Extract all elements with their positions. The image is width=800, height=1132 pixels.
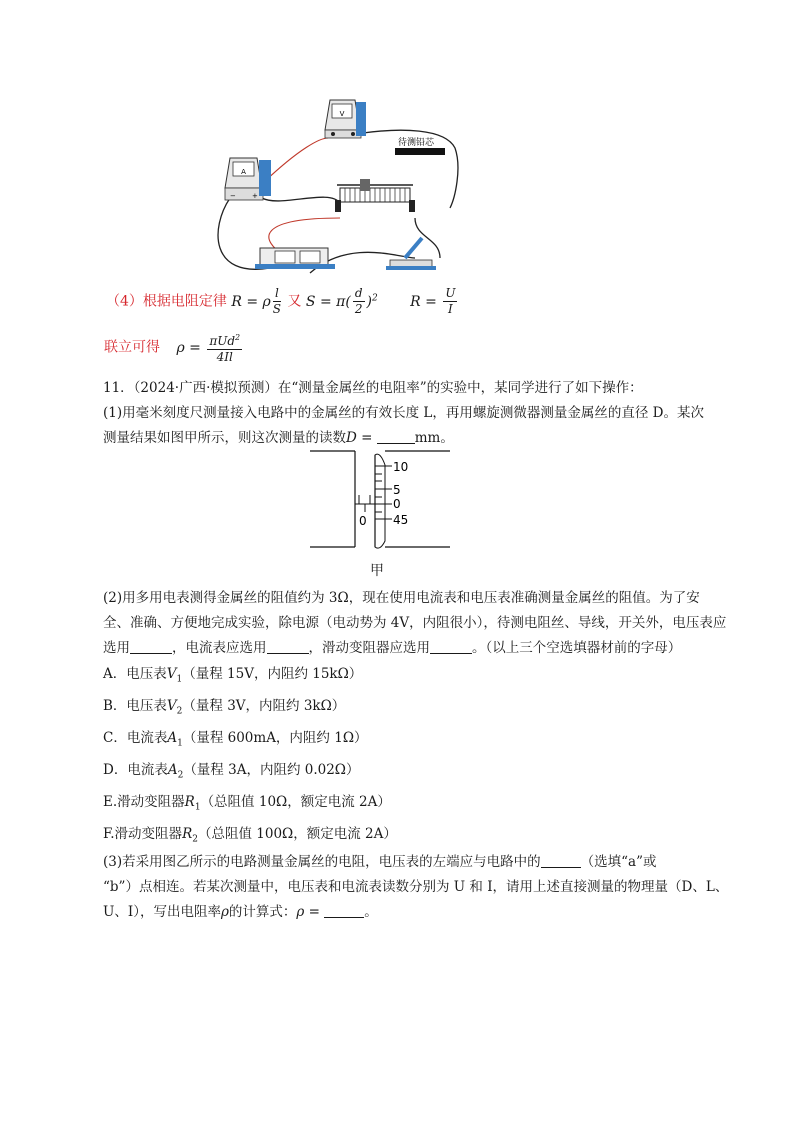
answer-blank-voltmeter: [130, 639, 172, 654]
micrometer-figure: [310, 445, 460, 555]
answer-blank-terminal: [541, 853, 581, 868]
voltmeter: [325, 100, 366, 138]
rheostat: [335, 179, 415, 212]
option-a: A．电压表$V_1$（量程 15V，内阻约 15kΩ）: [103, 666, 363, 685]
part2-line2: 全、准确、方便地完成实验，除电源（电动势为 4V，内阻很小），待测电阻丝、导线，开关外，电压表应: [103, 615, 727, 631]
sleeve-zero-label: 0: [359, 514, 367, 528]
wire-black: [415, 218, 440, 258]
part3-line2: “b”）点相连。若某次测量中，电压表和电流表读数分别为 U 和 I，请用上述直接测量的物理量（D、L、: [103, 879, 729, 895]
answer-blank-ammeter: [267, 639, 309, 654]
ammeter-label: A: [241, 168, 246, 176]
ammeter-minus: −: [230, 192, 236, 200]
part1-line1: (1)用毫米刻度尺测量接入电路中的金属丝的有效长度 L，再用螺旋测微器测量金属丝的直径 D。某次: [103, 405, 704, 421]
circuit-figure: [200, 88, 460, 284]
option-e: E.滑动变阻器$R_1$（总阻值 10Ω，额定电流 2A）: [103, 794, 391, 813]
test-wire: [395, 136, 445, 155]
part2-line3: 选用 ，电流表应选用 ，滑动变阻器应选用 。（以上三个空选填器材前的字母）: [103, 640, 682, 656]
question-number-line: 11．（2024·广西·模拟预测）在“测量金属丝的电阻率”的实验中，某同学进行了如下操作：: [103, 380, 643, 396]
thimble-label-0: 0: [393, 497, 401, 511]
ohm-law-formula: R = $\frac{U}{I}$: [410, 286, 456, 317]
thimble-label-45: 45: [393, 513, 409, 527]
area-formula: S = π( $\frac{d}{2}$ )$^2$: [305, 286, 378, 317]
voltmeter-label: V: [339, 110, 345, 118]
wire-black: [263, 138, 328, 183]
resistance-law-formula: R = ρ $\frac{l}{S}$: [231, 286, 282, 317]
thimble-label-5: 5: [393, 483, 401, 497]
part1-line2: 测量结果如图甲所示，则这次测量的读数D = mm。: [103, 430, 454, 446]
answer-combine-label: 联立可得: [104, 339, 160, 356]
part2-line1: (2)用多用电表测得金属丝的阻值约为 3Ω，现在使用电流表和电压表准确测量金属丝的阻值。为了安: [103, 590, 700, 606]
part3-line1: (3)若采用图乙所示的电路测量金属丝的电阻，电压表的左端应与电路中的 （选填“a”或: [103, 854, 657, 870]
option-f: F.滑动变阻器$R_2$（总阻值 100Ω，额定电流 2A）: [103, 826, 397, 845]
test-wire-label: 待测铅芯: [398, 138, 435, 148]
option-c: C．电流表$A_1$（量程 600mA，内阻约 1Ω）: [103, 730, 368, 749]
answer-step4-prefix: （4）根据电阻定律: [106, 293, 227, 310]
resistivity-formula: ρ = $\frac{\pi Ud^2}{4Il}$: [176, 340, 244, 356]
battery: [255, 248, 335, 269]
part3-line3: U、I），写出电阻率ρ的计算式：ρ = 。: [103, 904, 378, 920]
answer-blank-resistivity: [324, 903, 364, 918]
ammeter-plus: +: [252, 192, 258, 200]
option-d: D．电流表$A_2$（量程 3A，内阻约 0.02Ω）: [103, 762, 360, 781]
answer-blank-rheostat: [430, 639, 472, 654]
thimble-label-10: 10: [393, 460, 409, 474]
figure-caption: 甲: [370, 563, 384, 579]
switch: [386, 238, 436, 270]
answer-and: 又: [287, 293, 302, 310]
answer-blank-d: [377, 429, 415, 444]
ammeter: [225, 158, 271, 200]
option-b: B．电压表$V_2$（量程 3V，内阻约 3kΩ）: [103, 698, 346, 717]
wire-black: [262, 197, 340, 203]
